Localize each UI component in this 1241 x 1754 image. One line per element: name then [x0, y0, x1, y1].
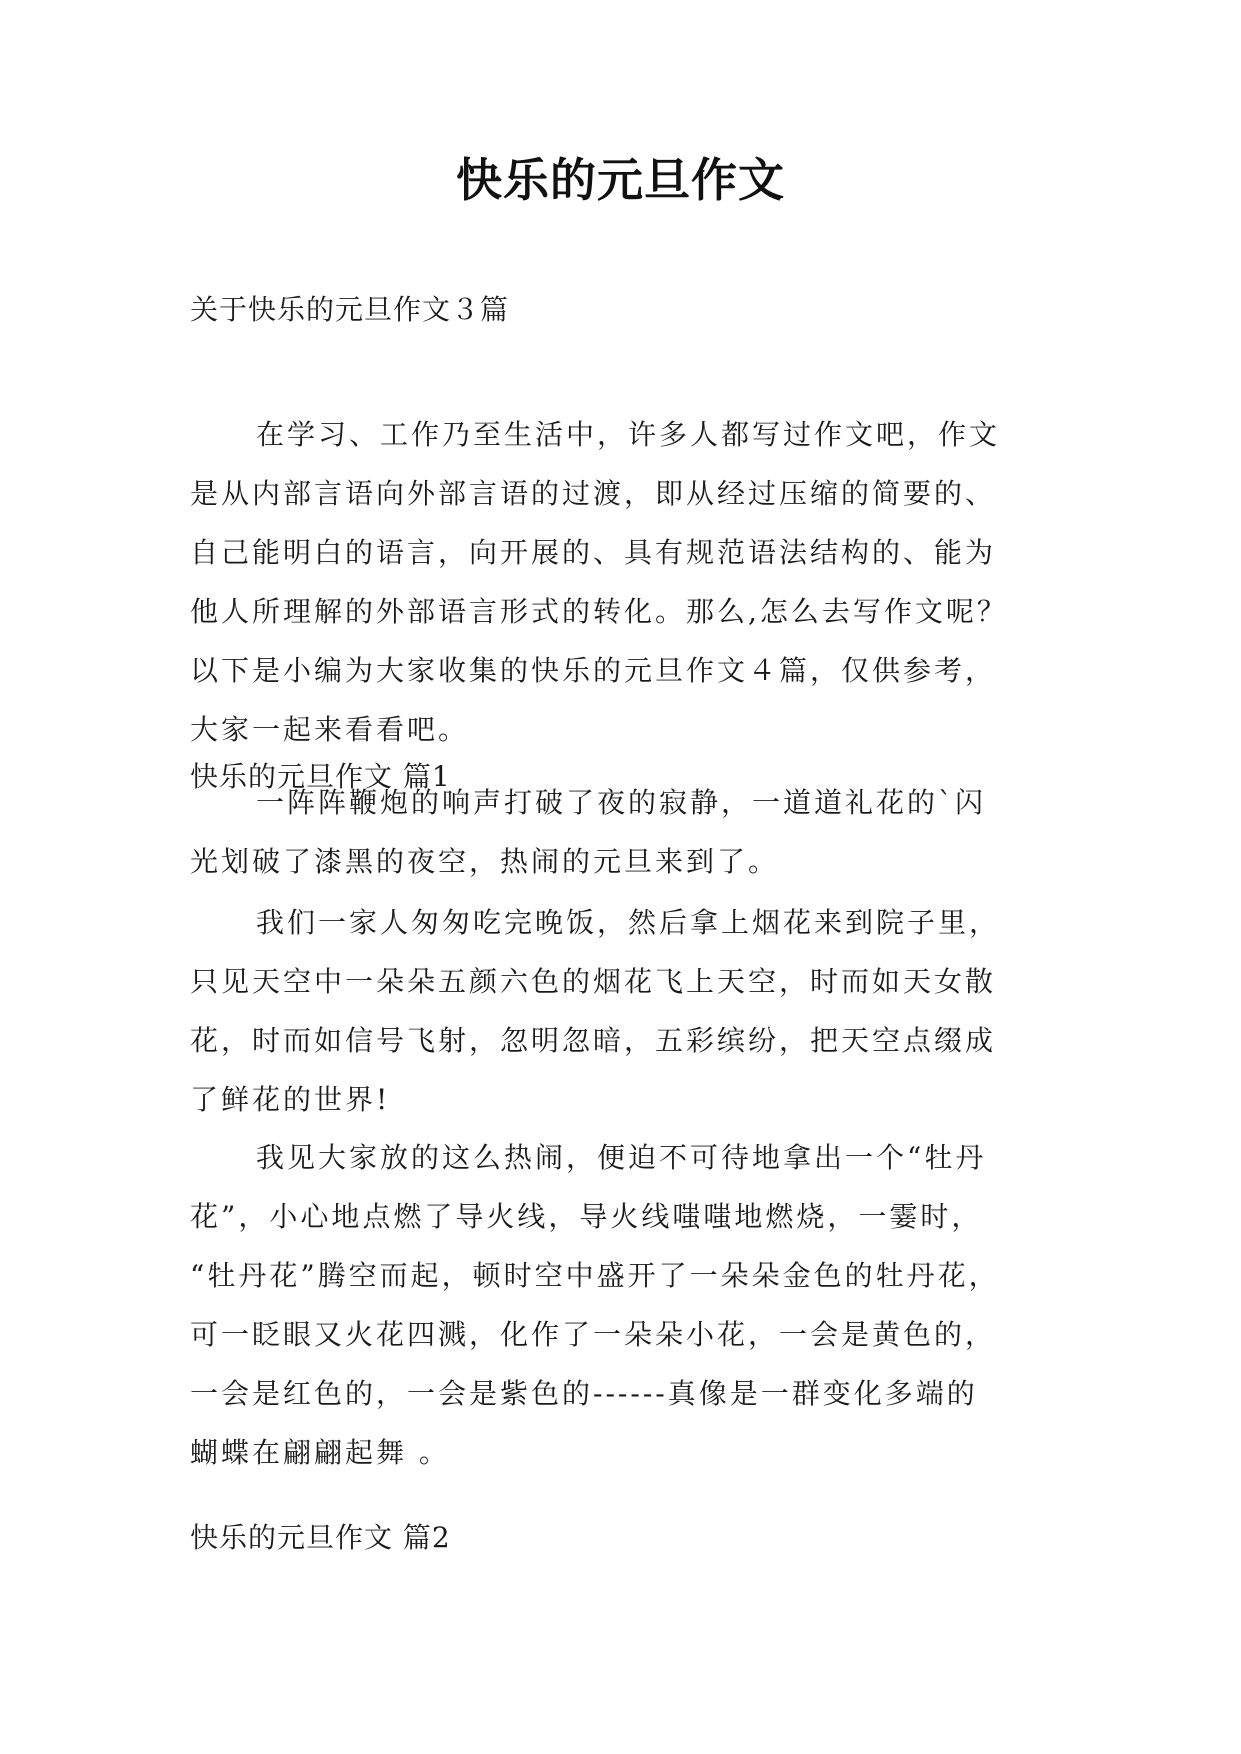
text-line: 一会是红色的，一会是紫色的------真像是一群变化多端的	[190, 1377, 978, 1410]
intro-paragraph	[190, 405, 1070, 759]
section1-paragraph-2	[190, 893, 1070, 1129]
text-line: 花”，小心地点燃了导火线，导火线嗤嗤地燃烧，一霎时，	[190, 1200, 983, 1233]
text-line: 我们一家人匆匆吃完晚饭，然后拿上烟花来到院子里，	[256, 906, 1001, 939]
text-line: 在学习、工作乃至生活中，许多人都写过作文吧，作文	[256, 418, 1001, 451]
page-title: 快乐的元旦作文	[456, 153, 785, 207]
section1-paragraph-3	[190, 1128, 1070, 1482]
section-heading-1: 快乐的元旦作文 篇1	[190, 760, 451, 793]
text-line: 一阵阵鞭炮的响声打破了夜的寂静，一道道礼花的`闪	[256, 786, 987, 819]
section-heading-2: 快乐的元旦作文 篇2	[190, 1521, 451, 1554]
text-line: 花，时而如信号飞射，忽明忽暗，五彩缤纷，把天空点缀成	[190, 1024, 997, 1057]
text-line: 光划破了漆黑的夜空，热闹的元旦来到了。	[190, 845, 780, 878]
text-line: 是从内部言语向外部言语的过渡，即从经过压缩的简要的、	[190, 477, 997, 510]
text-line: 蝴蝶在翩翩起舞 。	[190, 1436, 450, 1469]
text-line: 只见天空中一朵朵五颜六色的烟花飞上天空，时而如天女散	[190, 965, 997, 998]
text-line: 可一眨眼又火花四溅，化作了一朵朵小花，一会是黄色的，	[190, 1318, 997, 1351]
text-line: 以下是小编为大家收集的快乐的元旦作文４篇，仅供参考，	[190, 654, 997, 687]
text-line: 自己能明白的语言，向开展的、具有规范语法结构的、能为	[190, 536, 997, 569]
text-line: 他人所理解的外部语言形式的转化。那么,怎么去写作文呢？	[190, 595, 1008, 628]
text-line: 我见大家放的这么热闹，便迫不可待地拿出一个“牡丹	[256, 1141, 987, 1174]
text-line: 大家一起来看看吧。	[190, 713, 470, 746]
section1-paragraph-1	[190, 773, 1070, 891]
text-line: 了鲜花的世界!	[190, 1083, 391, 1116]
document-subtitle: 关于快乐的元旦作文３篇	[190, 293, 510, 326]
text-line: “牡丹花”腾空而起，顿时空中盛开了一朵朵金色的牡丹花，	[190, 1259, 1000, 1292]
